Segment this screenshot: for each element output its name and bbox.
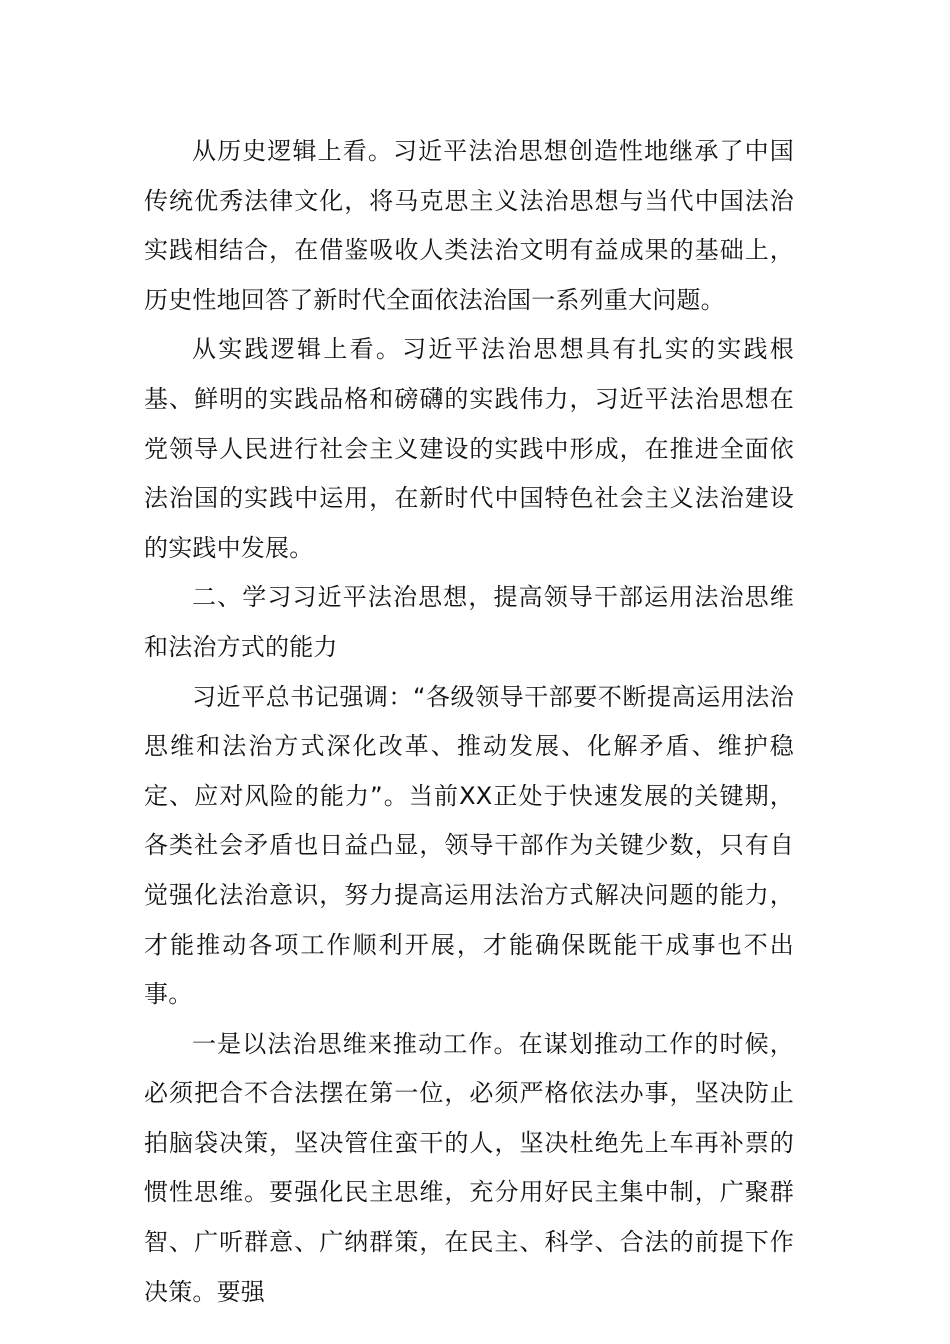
paragraph-general-secretary-quote: 习近平总书记强调：“各级领导干部要不断提高运用法治思维和法治方式深化改革、推动发展、化解矛盾、维护稳定、应对风险的能力”。当前XX正处于快速发展的关键期，各类社会矛盾也日益凸显，领导干部作为关键少数，只有自觉强化法治意识，努力提高运用法治方式解决问题的能力，才能推动各项工作顺利开展，才能确保既能干成事也不出事。 [144, 682, 794, 1009]
paragraph-history-logic: 从历史逻辑上看。习近平法治思想创造性地继承了中国传统优秀法律文化，将马克思主义法治思想与当代中国法治实践相结合，在借鉴吸收人类法治文明有益成果的基础上，历史性地回答了新时代全面依法治国一系列重大问题。 [144, 137, 794, 314]
paragraph-practice-logic: 从实践逻辑上看。习近平法治思想具有扎实的实践根基、鲜明的实践品格和磅礴的实践伟力，习近平法治思想在党领导人民进行社会主义建设的实践中形成，在推进全面依法治国的实践中运用，在新时代中国特色社会主义法治建设的实践中发展。 [144, 335, 794, 562]
paragraph-first-point: 一是以法治思维来推动工作。在谋划推动工作的时候，必须把合不合法摆在第一位，必须严格依法办事，坚决防止拍脑袋决策，坚决管住蛮干的人，坚决杜绝先上车再补票的惯性思维。要强化民主思维，充分用好民主集中制，广聚群智、广听群意、广纳群策，在民主、科学、合法的前提下作决策。要强 [144, 1029, 794, 1306]
document-body [144, 127, 794, 1317]
section-heading-two: 二、学习习近平法治思想，提高领导干部运用法治思维和法治方式的能力 [144, 583, 794, 661]
